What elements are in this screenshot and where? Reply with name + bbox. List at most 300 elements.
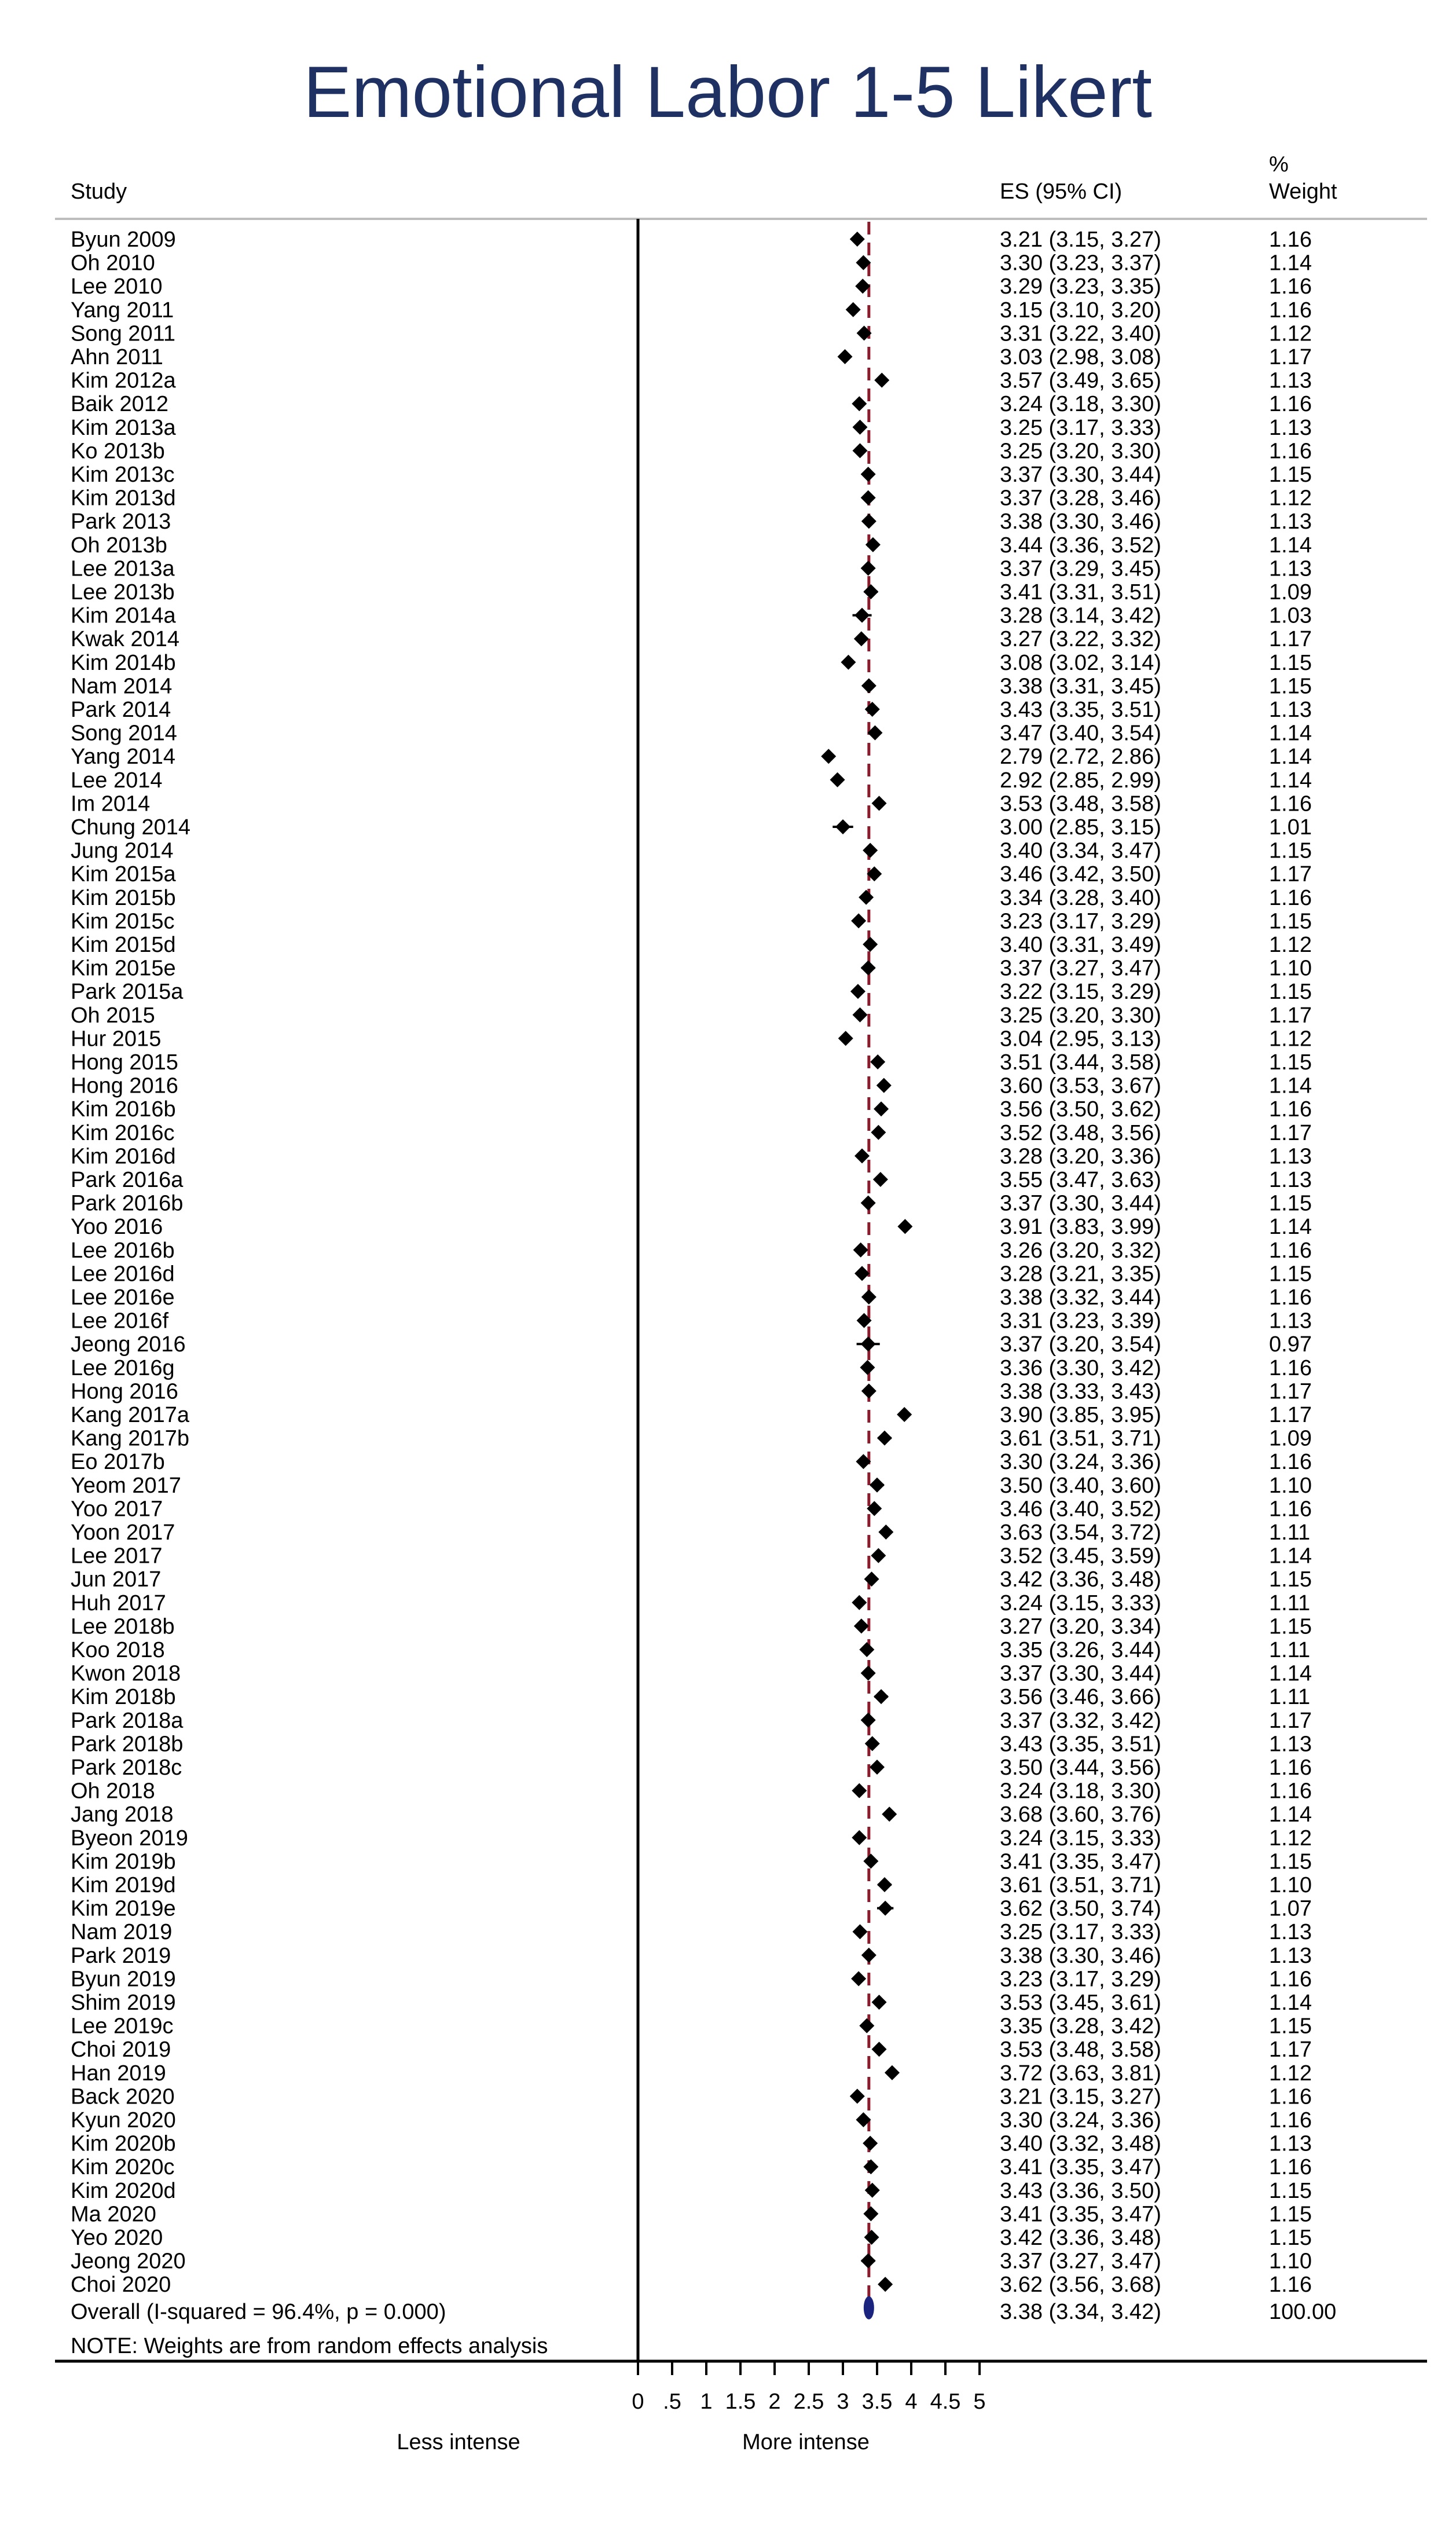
study-weight: 1.13 <box>1269 510 1312 534</box>
study-ci: 3.37 (3.20, 3.54) <box>1000 1332 1161 1357</box>
study-weight: 1.16 <box>1269 792 1312 816</box>
study-row <box>71 510 1312 534</box>
study-ci: 3.68 (3.60, 3.76) <box>1000 1802 1161 1827</box>
study-ci: 3.29 (3.23, 3.35) <box>1000 274 1161 299</box>
study-weight: 1.15 <box>1269 1614 1312 1639</box>
study-ci: 3.27 (3.20, 3.34) <box>1000 1614 1161 1639</box>
study-name: Yeom 2017 <box>71 1473 181 1498</box>
study-row <box>71 1779 1312 1804</box>
study-weight: 1.10 <box>1269 1873 1312 1897</box>
study-weight: 1.16 <box>1269 1097 1312 1122</box>
study-weight: 1.14 <box>1269 1991 1312 2015</box>
study-row <box>71 721 1312 746</box>
study-weight: 1.12 <box>1269 1826 1312 1851</box>
study-effect-marker <box>821 749 836 764</box>
study-row <box>71 933 1312 957</box>
study-name: Jun 2017 <box>71 1567 162 1592</box>
study-ci: 3.72 (3.63, 3.81) <box>1000 2061 1161 2086</box>
study-row <box>71 1873 1312 1897</box>
study-row <box>71 1849 1312 1874</box>
study-effect-marker <box>864 1571 879 1586</box>
study-ci: 3.03 (2.98, 3.08) <box>1000 345 1161 369</box>
study-effect-marker <box>854 631 869 646</box>
study-row <box>71 1379 1312 1404</box>
study-row <box>71 1097 1312 1122</box>
study-name: Kang 2017a <box>71 1403 189 1427</box>
study-weight: 1.14 <box>1269 745 1312 770</box>
study-weight: 1.17 <box>1269 345 1312 369</box>
study-effect-marker <box>863 584 878 599</box>
study-row <box>71 439 1312 463</box>
study-row <box>71 1121 1312 1145</box>
study-weight: 1.17 <box>1269 1708 1312 1733</box>
study-weight: 1.16 <box>1269 298 1312 323</box>
study-effect-marker <box>859 1642 874 1657</box>
study-weight: 1.10 <box>1269 2249 1312 2274</box>
study-name: Eo 2017b <box>71 1450 165 1475</box>
study-weight: 1.16 <box>1269 1497 1312 1522</box>
study-weight: 1.14 <box>1269 251 1312 276</box>
study-row <box>71 1356 1312 1380</box>
study-row <box>71 1591 1310 1615</box>
study-row <box>71 416 1312 440</box>
chart-title: Emotional Labor 1-5 Likert <box>303 52 1153 133</box>
study-ci: 3.25 (3.17, 3.33) <box>1000 1920 1161 1945</box>
study-name: Byeon 2019 <box>71 1826 188 1851</box>
study-name: Kim 2019e <box>71 1896 176 1921</box>
study-row <box>71 1802 1312 1827</box>
study-ci: 3.38 (3.31, 3.45) <box>1000 674 1161 699</box>
study-name: Hong 2016 <box>71 1379 178 1404</box>
study-row <box>71 886 1312 910</box>
study-row <box>71 698 1312 722</box>
study-name: Lee 2016d <box>71 1262 175 1287</box>
study-name: Kim 2020c <box>71 2155 175 2180</box>
study-ci: 3.47 (3.40, 3.54) <box>1000 721 1161 746</box>
study-effect-marker <box>863 2159 878 2174</box>
study-weight: 1.13 <box>1269 368 1312 393</box>
study-ci: 3.50 (3.40, 3.60) <box>1000 1473 1161 1498</box>
study-effect-marker <box>859 2018 874 2033</box>
study-name: Ahn 2011 <box>71 345 163 369</box>
study-row <box>71 1215 1312 1239</box>
study-effect-marker <box>853 420 868 435</box>
study-ci: 3.56 (3.46, 3.66) <box>1000 1685 1161 1710</box>
study-name: Kim 2020d <box>71 2178 176 2203</box>
study-weight: 1.13 <box>1269 2131 1312 2156</box>
study-weight: 1.03 <box>1269 603 1312 628</box>
study-row <box>71 486 1312 511</box>
study-name: Kim 2013a <box>71 415 176 440</box>
study-name: Kim 2018b <box>71 1685 176 1710</box>
study-ci: 2.79 (2.72, 2.86) <box>1000 745 1161 770</box>
study-row <box>71 2202 1312 2226</box>
study-ci: 3.37 (3.27, 3.47) <box>1000 956 1161 981</box>
study-ci: 3.41 (3.31, 3.51) <box>1000 580 1161 604</box>
study-weight: 1.10 <box>1269 1473 1312 1498</box>
study-name: Lee 2017 <box>71 1544 163 1569</box>
study-row <box>71 1944 1312 1968</box>
study-weight: 1.12 <box>1269 486 1312 511</box>
study-effect-marker <box>874 373 889 388</box>
study-effect-marker <box>846 302 861 317</box>
x-tick-label: 4.5 <box>930 2390 961 2414</box>
study-ci: 3.25 (3.20, 3.30) <box>1000 1003 1161 1028</box>
study-effect-marker <box>861 1948 876 1963</box>
study-name: Kim 2016d <box>71 1144 176 1169</box>
study-weight: 1.16 <box>1269 885 1312 910</box>
study-row <box>71 980 1312 1004</box>
study-effect-marker <box>853 1924 868 1939</box>
study-ci: 3.50 (3.44, 3.56) <box>1000 1756 1161 1780</box>
study-weight: 1.14 <box>1269 768 1312 793</box>
study-ci: 3.36 (3.30, 3.42) <box>1000 1355 1161 1380</box>
study-row <box>71 1638 1310 1662</box>
study-name: Lee 2016g <box>71 1355 175 1380</box>
study-effect-marker <box>854 608 870 623</box>
study-ci: 3.61 (3.51, 3.71) <box>1000 1426 1161 1451</box>
study-weight: 1.16 <box>1269 1238 1312 1263</box>
study-name: Oh 2015 <box>71 1003 155 1028</box>
study-row <box>71 1497 1312 1521</box>
study-row <box>71 1262 1312 1286</box>
study-weight: 1.15 <box>1269 1567 1312 1592</box>
study-effect-marker <box>870 1478 885 1493</box>
study-weight: 1.15 <box>1269 463 1312 487</box>
study-name: Lee 2013b <box>71 580 175 604</box>
study-effect-marker <box>878 1901 893 1916</box>
study-weight: 1.09 <box>1269 1426 1312 1451</box>
study-row <box>71 2226 1312 2250</box>
study-weight: 1.17 <box>1269 862 1312 887</box>
study-name: Kyun 2020 <box>71 2108 176 2132</box>
study-ci: 3.55 (3.47, 3.63) <box>1000 1168 1161 1192</box>
study-effect-marker <box>861 467 876 482</box>
study-effect-marker <box>897 1407 912 1422</box>
study-row <box>71 604 1312 628</box>
study-row <box>71 674 1312 698</box>
study-row <box>71 1403 1312 1427</box>
study-name: Kim 2016b <box>71 1097 176 1122</box>
study-name: Koo 2018 <box>71 1638 165 1662</box>
study-effect-marker <box>861 1196 876 1211</box>
study-name: Park 2019 <box>71 1943 171 1968</box>
study-ci: 3.15 (3.10, 3.20) <box>1000 298 1161 323</box>
study-ci: 3.40 (3.34, 3.47) <box>1000 838 1161 863</box>
study-name: Byun 2019 <box>71 1967 176 1992</box>
study-ci: 3.35 (3.28, 3.42) <box>1000 2014 1161 2039</box>
x-axis <box>632 2361 985 2414</box>
study-row <box>71 1168 1312 1192</box>
study-effect-marker <box>861 678 876 693</box>
study-effect-marker <box>872 796 887 811</box>
study-row <box>71 1709 1312 1733</box>
study-name: Oh 2010 <box>71 251 155 276</box>
study-weight: 1.15 <box>1269 909 1312 934</box>
study-row <box>71 2155 1312 2179</box>
study-row <box>71 1967 1312 1991</box>
study-effect-marker <box>871 1125 886 1140</box>
study-weight: 1.12 <box>1269 2061 1312 2086</box>
study-ci: 3.24 (3.18, 3.30) <box>1000 1779 1161 1804</box>
study-name: Lee 2016f <box>71 1309 169 1333</box>
study-row <box>71 2132 1312 2156</box>
study-weight: 1.11 <box>1269 1685 1311 1710</box>
study-name: Park 2018c <box>71 1756 182 1780</box>
study-name: Park 2018b <box>71 1732 184 1757</box>
study-effect-marker <box>861 1713 876 1728</box>
x-tick-label: 5 <box>973 2390 986 2414</box>
study-effect-marker <box>861 961 876 976</box>
study-row <box>71 2249 1312 2274</box>
study-weight: 1.15 <box>1269 1050 1312 1075</box>
study-row <box>71 369 1312 393</box>
study-weight: 1.17 <box>1269 1403 1312 1427</box>
study-weight: 0.97 <box>1269 1332 1312 1357</box>
study-effect-marker <box>877 1877 892 1892</box>
study-row <box>71 839 1312 863</box>
study-ci: 3.62 (3.56, 3.68) <box>1000 2273 1161 2298</box>
study-weight: 1.13 <box>1269 1168 1312 1192</box>
study-row <box>71 228 1312 252</box>
x-tick-label: 1 <box>700 2390 713 2414</box>
study-name: Park 2016b <box>71 1191 184 1216</box>
study-name: Nam 2014 <box>71 674 173 699</box>
study-name: Lee 2016e <box>71 1285 175 1310</box>
study-row <box>71 1732 1312 1756</box>
study-weight: 1.14 <box>1269 1661 1312 1686</box>
weights-note: NOTE: Weights are from random effects analysis <box>71 2334 548 2358</box>
study-weight: 1.17 <box>1269 1003 1312 1028</box>
study-weight: 1.13 <box>1269 698 1312 722</box>
study-effect-marker <box>870 1760 885 1775</box>
study-weight: 1.15 <box>1269 2014 1312 2039</box>
study-weight: 1.13 <box>1269 1943 1312 1968</box>
study-ci: 3.40 (3.31, 3.49) <box>1000 933 1161 957</box>
study-ci: 3.35 (3.26, 3.44) <box>1000 1638 1161 1662</box>
study-name: Park 2018a <box>71 1708 184 1733</box>
study-row <box>71 2108 1312 2132</box>
study-row <box>71 1685 1310 1709</box>
study-ci: 3.53 (3.48, 3.58) <box>1000 2038 1161 2062</box>
study-row <box>71 1027 1312 1051</box>
study-weight: 1.17 <box>1269 2038 1312 2062</box>
study-ci: 3.37 (3.30, 3.44) <box>1000 1191 1161 1216</box>
study-name: Lee 2016b <box>71 1238 175 1263</box>
study-ci: 3.40 (3.32, 3.48) <box>1000 2131 1161 2156</box>
study-name: Yang 2014 <box>71 745 176 770</box>
study-row <box>71 298 1312 323</box>
study-ci: 3.63 (3.54, 3.72) <box>1000 1520 1161 1545</box>
x-tick-label: 1.5 <box>725 2390 756 2414</box>
study-ci: 3.41 (3.35, 3.47) <box>1000 2155 1161 2180</box>
study-weight: 1.12 <box>1269 321 1312 346</box>
x-tick-label: 2.5 <box>793 2390 824 2414</box>
study-weight: 1.16 <box>1269 1285 1312 1310</box>
study-row <box>71 768 1312 793</box>
study-name: Jung 2014 <box>71 838 174 863</box>
study-row <box>71 321 1312 346</box>
study-weight: 1.13 <box>1269 415 1312 440</box>
study-ci: 3.31 (3.23, 3.39) <box>1000 1309 1161 1333</box>
study-row <box>71 815 1312 840</box>
study-ci: 3.43 (3.36, 3.50) <box>1000 2178 1161 2203</box>
study-name: Kim 2012a <box>71 368 176 393</box>
study-weight: 1.09 <box>1269 580 1312 604</box>
es-header: ES (95% CI) <box>1000 179 1123 204</box>
study-name: Ko 2013b <box>71 439 165 464</box>
study-ci: 3.43 (3.35, 3.51) <box>1000 698 1161 722</box>
study-weight: 1.16 <box>1269 2155 1312 2180</box>
study-ci: 3.37 (3.32, 3.42) <box>1000 1708 1161 1733</box>
study-name: Choi 2020 <box>71 2273 171 2298</box>
study-ci: 3.62 (3.50, 3.74) <box>1000 1896 1161 1921</box>
study-row <box>71 1003 1312 1028</box>
study-ci: 3.04 (2.95, 3.13) <box>1000 1027 1161 1051</box>
study-effect-marker <box>861 2253 876 2269</box>
study-effect-marker <box>850 2088 865 2104</box>
study-effect-marker <box>851 913 866 928</box>
study-effect-marker <box>877 1431 892 1446</box>
study-ci: 3.42 (3.36, 3.48) <box>1000 2226 1161 2250</box>
study-name: Yoon 2017 <box>71 1520 175 1545</box>
study-ci: 3.28 (3.14, 3.42) <box>1000 603 1161 628</box>
study-ci: 3.43 (3.35, 3.51) <box>1000 1732 1161 1757</box>
study-effect-marker <box>872 1995 887 2010</box>
study-weight: 1.16 <box>1269 1355 1312 1380</box>
study-name: Kim 2015b <box>71 885 176 910</box>
study-effect-marker <box>863 2206 878 2221</box>
study-name: Park 2014 <box>71 698 171 722</box>
study-effect-marker <box>853 1243 868 1258</box>
x-tick-label: 4 <box>905 2390 918 2414</box>
study-name: Lee 2018b <box>71 1614 175 1639</box>
study-ci: 3.22 (3.15, 3.29) <box>1000 980 1161 1005</box>
study-ci: 3.52 (3.45, 3.59) <box>1000 1544 1161 1569</box>
study-effect-marker <box>864 2230 879 2245</box>
study-name: Back 2020 <box>71 2084 175 2109</box>
study-weight: 1.14 <box>1269 533 1312 558</box>
study-ci: 3.25 (3.17, 3.33) <box>1000 415 1161 440</box>
study-effect-marker <box>861 490 876 505</box>
study-effect-marker <box>865 1736 880 1751</box>
study-weight: 1.13 <box>1269 1732 1312 1757</box>
study-row <box>71 580 1312 604</box>
study-effect-marker <box>861 560 876 576</box>
study-ci: 3.44 (3.36, 3.52) <box>1000 533 1161 558</box>
study-row <box>71 1520 1310 1545</box>
study-name: Kim 2015c <box>71 909 175 934</box>
study-weight: 1.15 <box>1269 2226 1312 2250</box>
less-intense-label: Less intense <box>397 2430 520 2454</box>
study-ci: 3.26 (3.20, 3.32) <box>1000 1238 1161 1263</box>
study-weight: 1.12 <box>1269 1027 1312 1051</box>
study-name: Lee 2013a <box>71 556 175 581</box>
study-ci: 3.41 (3.35, 3.47) <box>1000 2202 1161 2227</box>
overall-marker <box>864 2296 874 2320</box>
study-effect-marker <box>897 1219 912 1234</box>
study-name: Kwon 2018 <box>71 1661 181 1686</box>
study-ci: 3.56 (3.50, 3.62) <box>1000 1097 1161 1122</box>
study-row <box>71 556 1312 581</box>
study-effect-marker <box>873 1172 888 1187</box>
study-name: Yang 2011 <box>71 298 174 323</box>
study-name: Kim 2013c <box>71 463 175 487</box>
study-weight: 1.16 <box>1269 1967 1312 1992</box>
study-effect-marker <box>854 1266 870 1281</box>
study-effect-marker <box>878 1525 893 1540</box>
study-row <box>71 1050 1312 1075</box>
study-weight: 1.10 <box>1269 956 1312 981</box>
study-ci: 3.46 (3.42, 3.50) <box>1000 862 1161 887</box>
study-name: Huh 2017 <box>71 1591 166 1615</box>
study-ci: 2.92 (2.85, 2.99) <box>1000 768 1161 793</box>
study-name: Hong 2015 <box>71 1050 178 1075</box>
study-weight: 1.16 <box>1269 2108 1312 2132</box>
study-effect-marker <box>861 1383 876 1398</box>
study-name: Park 2013 <box>71 510 171 534</box>
study-weight: 1.12 <box>1269 933 1312 957</box>
study-header: Study <box>71 179 127 204</box>
study-row <box>71 1544 1312 1569</box>
study-name: Jeong 2020 <box>71 2249 186 2274</box>
overall-label: Overall (I-squared = 96.4%, p = 0.000) <box>71 2300 446 2324</box>
study-row <box>71 745 1312 769</box>
study-weight: 1.14 <box>1269 1215 1312 1240</box>
study-row <box>71 1614 1312 1639</box>
study-name: Shim 2019 <box>71 1991 176 2015</box>
study-effect-marker <box>861 1289 876 1305</box>
study-row <box>71 1144 1312 1168</box>
study-effect-marker <box>863 843 878 858</box>
study-effect-marker <box>872 2042 887 2057</box>
study-name: Kim 2013d <box>71 486 176 511</box>
study-effect-marker <box>853 1007 868 1023</box>
study-name: Kwak 2014 <box>71 627 180 652</box>
study-weight: 1.16 <box>1269 2273 1312 2298</box>
study-ci: 3.37 (3.27, 3.47) <box>1000 2249 1161 2274</box>
study-row <box>71 1332 1312 1357</box>
study-ci: 3.90 (3.85, 3.95) <box>1000 1403 1161 1427</box>
study-name: Oh 2018 <box>71 1779 155 1804</box>
study-effect-marker <box>876 1078 892 1093</box>
study-ci: 3.00 (2.85, 3.15) <box>1000 815 1161 840</box>
study-name: Kim 2019b <box>71 1849 176 1874</box>
more-intense-label: More intense <box>742 2430 870 2454</box>
study-effect-marker <box>850 232 865 247</box>
study-weight: 1.15 <box>1269 1191 1312 1216</box>
study-effect-marker <box>863 2136 878 2151</box>
study-row <box>71 1756 1312 1780</box>
study-name: Nam 2019 <box>71 1920 173 1945</box>
weight-header-percent: % <box>1269 152 1289 177</box>
study-row <box>71 392 1312 416</box>
study-row <box>71 1662 1312 1686</box>
study-row <box>71 2273 1312 2297</box>
study-row <box>71 627 1312 651</box>
study-row <box>71 1920 1312 1944</box>
study-name: Park 2016a <box>71 1168 184 1192</box>
study-effect-marker <box>850 984 865 999</box>
study-row <box>71 1991 1312 2015</box>
study-row <box>71 1238 1312 1263</box>
study-effect-marker <box>852 1830 867 1845</box>
study-effect-marker <box>830 772 845 787</box>
study-weight: 1.11 <box>1269 1638 1311 1662</box>
study-ci: 3.38 (3.30, 3.46) <box>1000 510 1161 534</box>
study-weight: 1.11 <box>1269 1520 1311 1545</box>
study-weight: 1.16 <box>1269 1450 1312 1475</box>
